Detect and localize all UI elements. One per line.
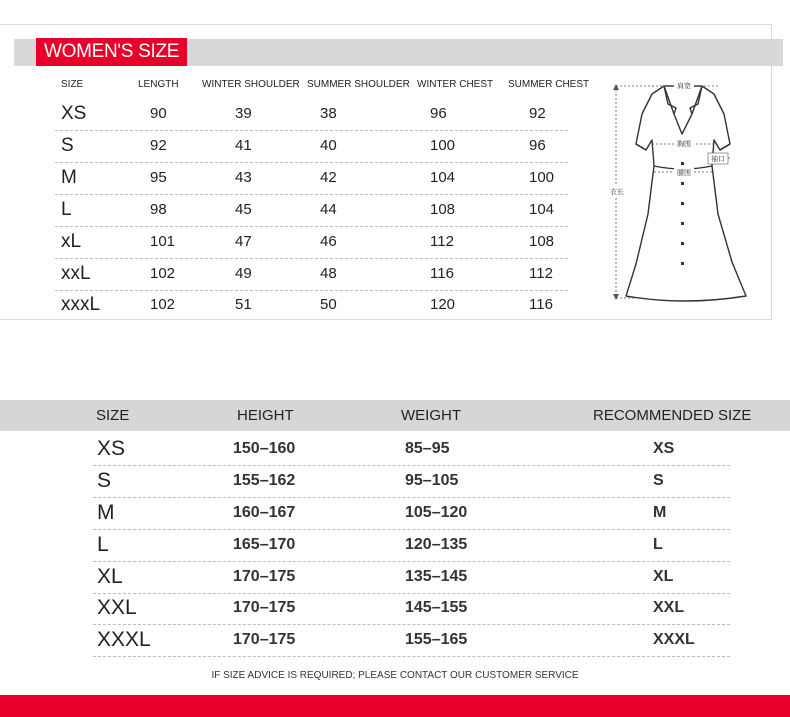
height-cell: 165–170 <box>233 536 296 553</box>
winter-chest-cell: 120 <box>430 296 456 313</box>
size-cell: XL <box>97 565 123 588</box>
header-summer-shoulder: SUMMER SHOULDER <box>307 79 410 90</box>
table-row <box>93 562 730 594</box>
size-cell: L <box>97 533 109 556</box>
summer-shoulder-cell: 50 <box>320 296 337 313</box>
height-cell: 170–175 <box>233 599 296 616</box>
size-cell: L <box>61 199 72 220</box>
height-cell: 170–175 <box>233 568 296 585</box>
weight-cell: 145–155 <box>405 599 468 616</box>
weight-cell: 105–120 <box>405 504 468 521</box>
label-length: 衣长 <box>610 188 624 196</box>
winter-chest-cell: 104 <box>430 169 456 186</box>
summer-shoulder-cell: 40 <box>320 137 337 154</box>
winter-shoulder-cell: 51 <box>235 296 252 313</box>
summer-shoulder-cell: 48 <box>320 265 337 282</box>
size-cell: XS <box>97 437 126 460</box>
recommended-size-cell: L <box>653 536 663 553</box>
header-recommended-size: RECOMMENDED SIZE <box>593 407 752 424</box>
size-cell: XXXL <box>97 628 151 651</box>
winter-chest-cell: 96 <box>430 105 447 122</box>
summer-chest-cell: 116 <box>529 296 553 313</box>
table-row <box>55 163 568 195</box>
summer-shoulder-cell: 44 <box>320 201 337 218</box>
header-size: SIZE <box>61 79 84 90</box>
table-row <box>55 99 568 131</box>
table-row <box>55 227 568 259</box>
footer-bar <box>0 695 790 717</box>
table-row <box>93 530 730 562</box>
summer-chest-cell: 100 <box>529 169 555 186</box>
table-row <box>55 131 568 163</box>
recommended-size-cell: XS <box>653 440 675 457</box>
table-row <box>93 498 730 530</box>
height-cell: 170–175 <box>233 631 296 648</box>
summer-chest-cell: 108 <box>529 233 555 250</box>
weight-cell: 135–145 <box>405 568 468 585</box>
height-cell: 155–162 <box>233 472 296 489</box>
recommended-size-cell: S <box>653 472 664 489</box>
customer-service-note: IF SIZE ADVICE IS REQUIRED; PLEASE CONTACT OUR CUSTOMER SERVICE <box>211 670 579 681</box>
length-cell: 102 <box>150 296 176 313</box>
weight-cell: 95–105 <box>405 472 459 489</box>
weight-cell: 155–165 <box>405 631 468 648</box>
header-summer-chest: SUMMER CHEST <box>508 79 590 90</box>
size-cell: S <box>97 469 112 492</box>
winter-chest-cell: 112 <box>430 233 454 250</box>
size-cell: M <box>61 167 77 188</box>
table-row <box>93 625 730 657</box>
size-cell: xxL <box>61 263 91 284</box>
size-cell: XS <box>61 103 87 124</box>
recommended-size-cell: XXXL <box>653 631 695 648</box>
header-height: HEIGHT <box>237 407 294 424</box>
length-cell: 95 <box>150 169 167 186</box>
table-row <box>55 259 568 291</box>
winter-chest-cell: 100 <box>430 137 456 154</box>
height-cell: 160–167 <box>233 504 296 521</box>
label-shoulder: 肩宽 <box>677 82 691 90</box>
length-cell: 102 <box>150 265 176 282</box>
length-cell: 98 <box>150 201 167 218</box>
winter-chest-cell: 108 <box>430 201 456 218</box>
table-row <box>55 195 568 227</box>
weight-cell: 85–95 <box>405 440 450 457</box>
summer-shoulder-cell: 46 <box>320 233 337 250</box>
winter-shoulder-cell: 41 <box>235 137 252 154</box>
winter-shoulder-cell: 39 <box>235 105 252 122</box>
length-cell: 101 <box>150 233 176 250</box>
header-winter-shoulder: WINTER SHOULDER <box>202 79 300 90</box>
winter-shoulder-cell: 49 <box>235 265 252 282</box>
winter-shoulder-cell: 47 <box>235 233 252 250</box>
recommended-size-cell: XXL <box>653 599 685 616</box>
table-row <box>55 290 568 321</box>
summer-chest-cell: 96 <box>529 137 546 154</box>
label-cuff: 袖口 <box>711 155 725 163</box>
size-cell: S <box>61 135 74 156</box>
recommended-size-cell: M <box>653 504 667 521</box>
table-row <box>93 466 730 498</box>
summer-chest-cell: 92 <box>529 105 546 122</box>
size-cell: xL <box>61 231 82 252</box>
table-row <box>93 434 730 466</box>
recommended-size-cell: XL <box>653 568 674 585</box>
label-chest: 胸围 <box>677 140 691 148</box>
header-size: SIZE <box>96 407 130 424</box>
size-cell: xxxL <box>61 294 101 315</box>
winter-shoulder-cell: 45 <box>235 201 252 218</box>
header-length: LENGTH <box>138 79 179 90</box>
weight-cell: 120–135 <box>405 536 468 553</box>
size-cell: XXL <box>97 596 137 619</box>
page-title: WOMEN'S SIZE <box>36 38 187 66</box>
header-winter-chest: WINTER CHEST <box>417 79 494 90</box>
summer-shoulder-cell: 42 <box>320 169 337 186</box>
length-cell: 90 <box>150 105 167 122</box>
table-row <box>93 593 730 625</box>
length-cell: 92 <box>150 137 167 154</box>
label-waist: 腰围 <box>677 169 691 177</box>
summer-shoulder-cell: 38 <box>320 105 337 122</box>
dress-measurement-diagram <box>596 74 772 310</box>
header-weight: WEIGHT <box>401 407 461 424</box>
summer-chest-cell: 104 <box>529 201 555 218</box>
height-cell: 150–160 <box>233 440 296 457</box>
winter-shoulder-cell: 43 <box>235 169 252 186</box>
summer-chest-cell: 112 <box>529 265 553 282</box>
size-cell: M <box>97 501 115 524</box>
winter-chest-cell: 116 <box>430 265 454 282</box>
